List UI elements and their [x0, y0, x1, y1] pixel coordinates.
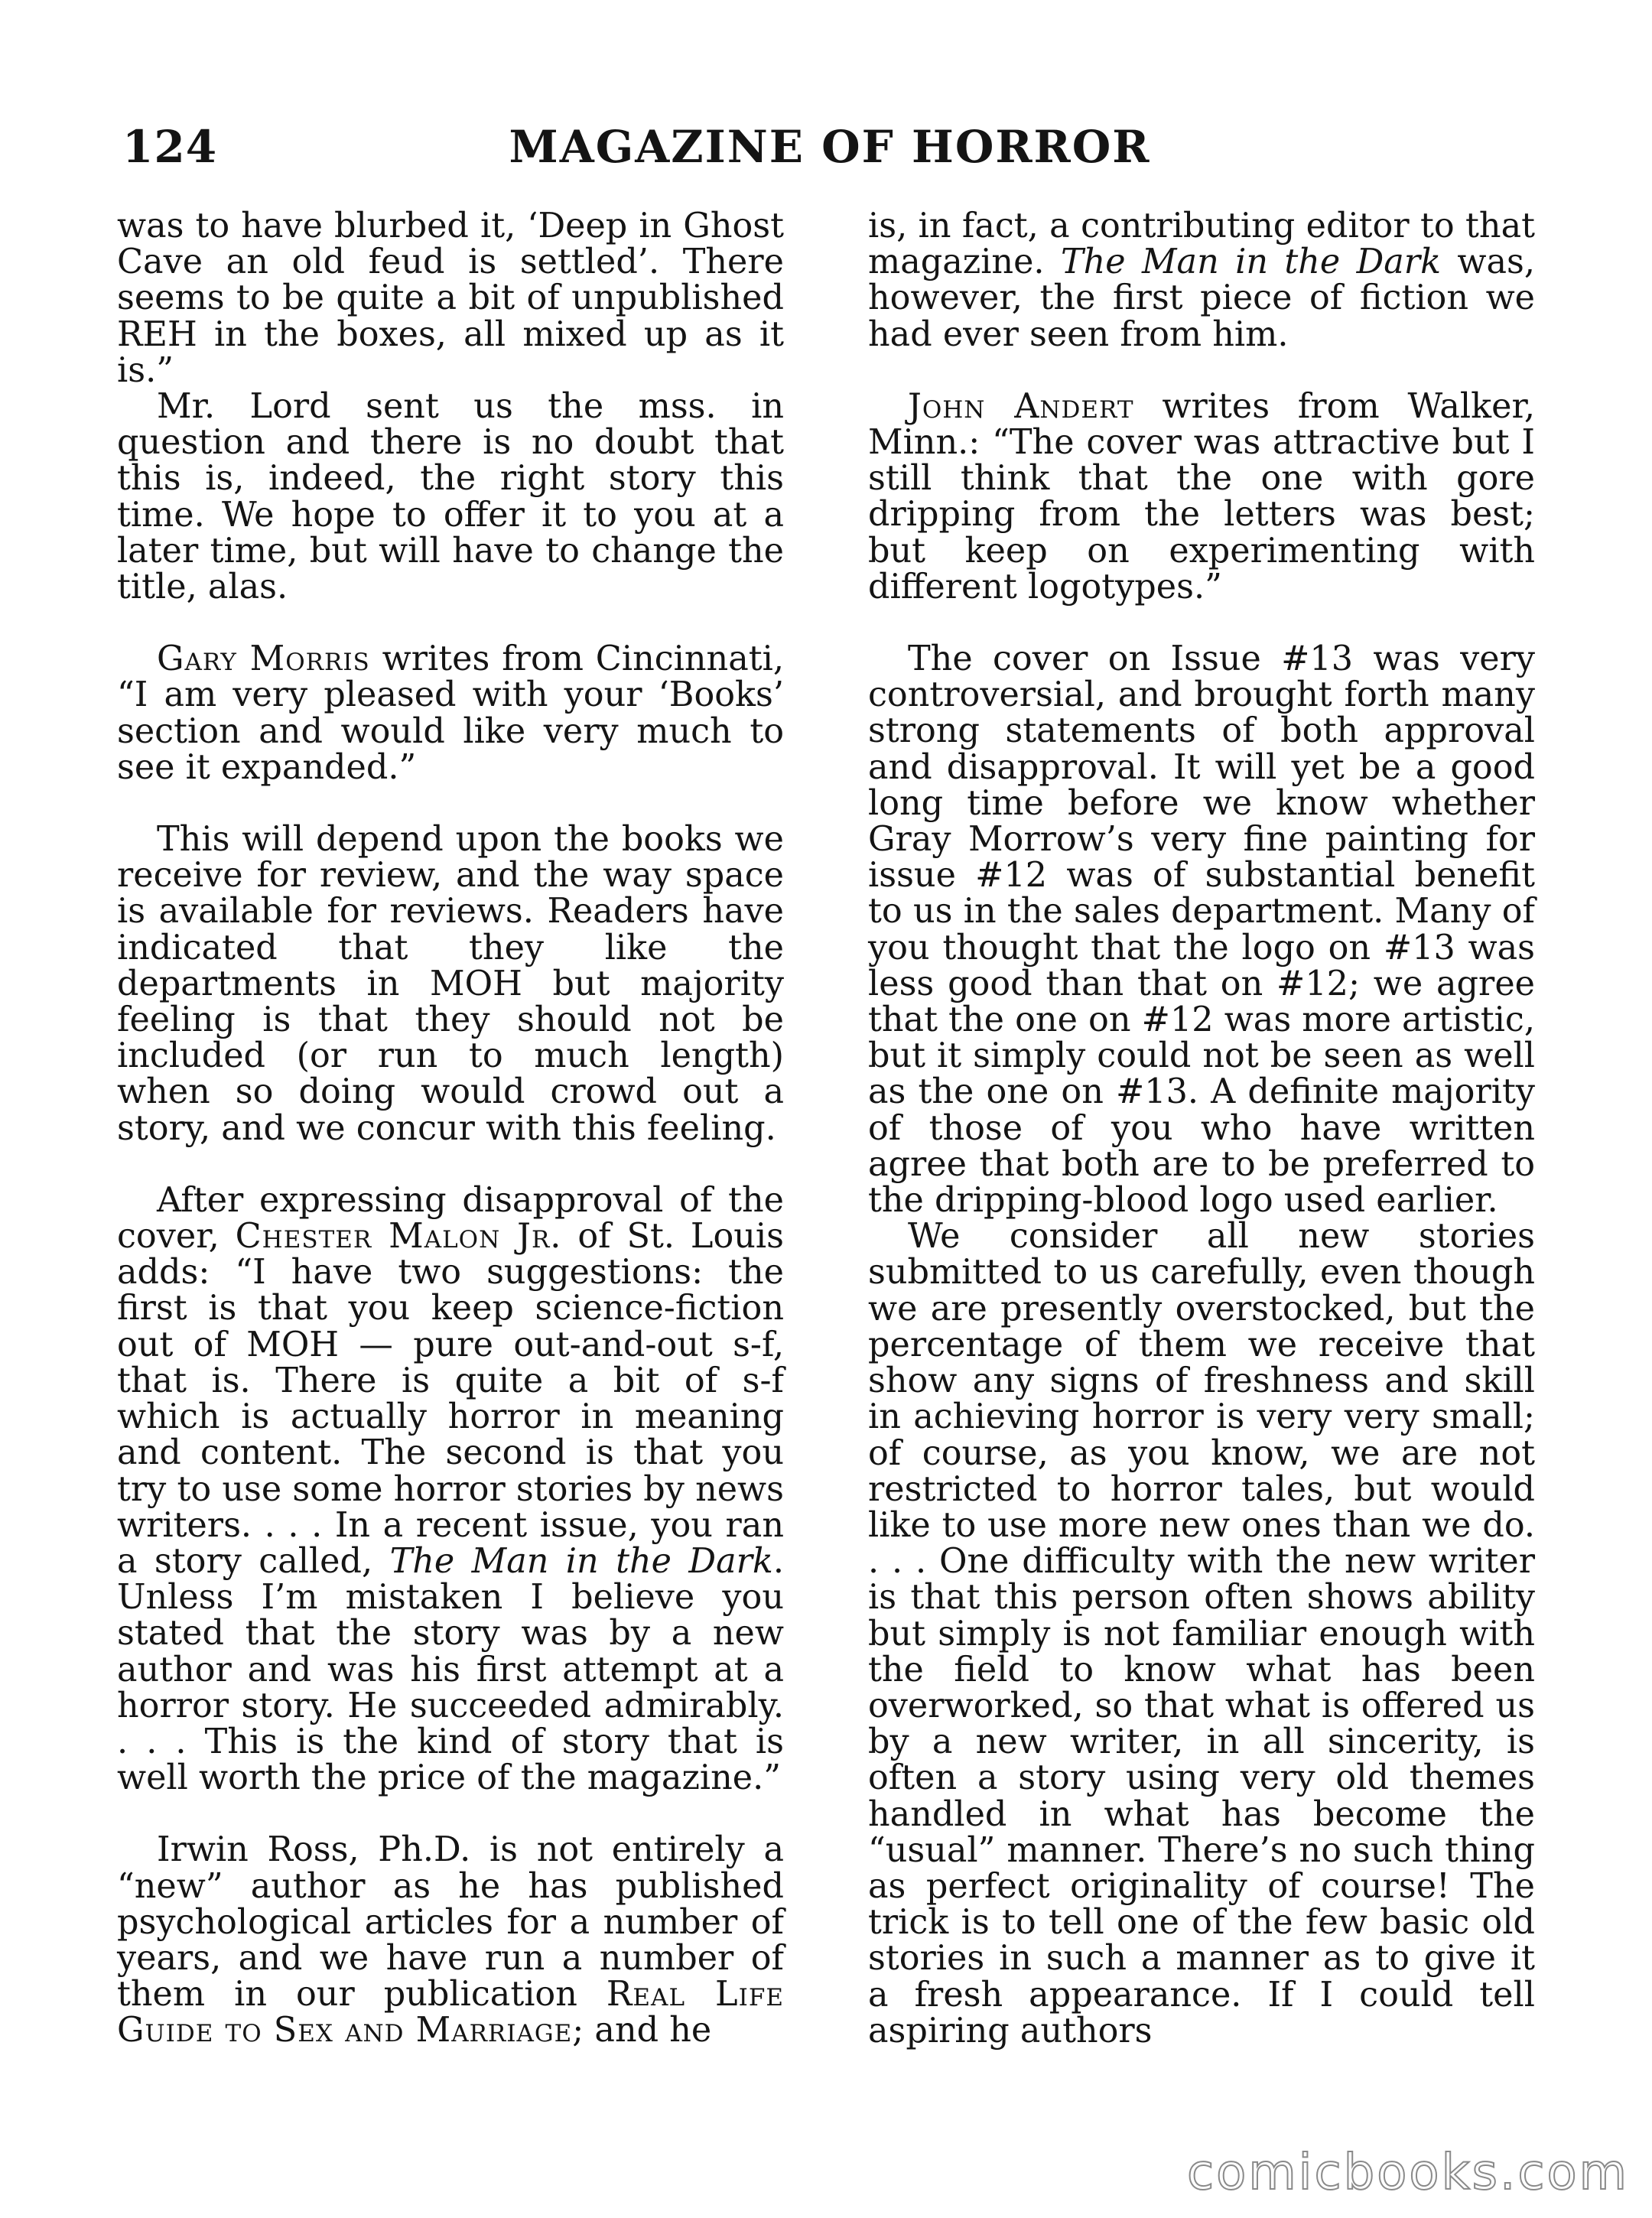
paragraph: Mr. Lord sent us the mss. in question and there is no doubt that this is, indeed, the right story this time. We hope to offer it to you at a later time, but will have to change the title, alas.: [117, 387, 784, 607]
site-watermark: comicbooks.com: [1186, 2145, 1629, 2201]
paragraph-text: writes from Walker, Minn.: “The cover was attractive but I still think that the one with gore dripping from the letters was best; but keep on experimenting with different logotypes.”: [868, 386, 1535, 607]
correspondent-name: Gary Morris: [157, 639, 370, 679]
running-title: MAGAZINE OF HORROR: [509, 121, 1151, 173]
story-title: The Man in the Dark: [1060, 242, 1442, 282]
page-number: 124: [122, 121, 218, 173]
paragraph: This will depend upon the books we receive for review, and the way space is available for reviews. Readers have indicated that they like the departments in MOH but majority feeling is that they should not be included (or run to much length) when so doing would crowd out a story, and we concur with this feeling.: [117, 820, 784, 1148]
paragraph-text: ; and he: [572, 2011, 712, 2051]
paragraph: [868, 208, 1535, 353]
paragraph: We consider all new stories submitted to us carefully, even though we are presently overstocked, but the percentage of them we receive that show any signs of freshness and skill in achieving horror is very very small; of course, as you know, we are not restricted to horror tales, but would like to use more new ones than we do. . . . One difficulty with the new writer is that this person often shows ability but simply is not familiar enough with the field to know what has been overworked, so that what is offered us by a new writer, in all sincerity, is often a story using very old themes handled in what has become the “usual” manner. There’s no such thing as perfect originality of course! The trick is to tell one of the few basic old stories in such a manner as to give it a fresh appearance. If I could tell aspiring authors: [868, 1217, 1535, 2051]
publication-name: Real Life Guide to Sex and Marriage: [117, 1975, 784, 2051]
paragraph-text: of St. Louis adds: “I have two suggestions: the first is that you keep science-fiction out of MOH — pure out-and-out s-f, that is. There is quite a bit of s-f which is actually horror in meaning and content. The second is that you try to use some horror stories by news writers. . . . In a recent issue, you ran a story called,: [117, 1217, 784, 1581]
paragraph-text: was, however, the first piece of fiction we had ever seen from him.: [868, 242, 1535, 354]
page-header: [122, 121, 1537, 190]
paragraph-text: writes from Cincinnati, “I am very pleased with your ‘Books’ section and would like very much to see it expanded.”: [117, 639, 785, 787]
letter-paragraph: [117, 641, 784, 785]
paragraph: The cover on Issue #13 was very controversial, and brought forth many strong statements of both approval and disapproval. It will yet be a good long time before we know whether Gray Morrow’s very fine painting for issue #12 was of substantial benefit to us in the sales department. Many of you thought that the logo on #13 was less good than that on #12; we agree that the one on #12 was more artistic, but it simply could not be seen as well as the one on #13. A definite majority of those of you who have written agree that both are to be preferred to the dripping-blood logo used earlier.: [868, 639, 1535, 1221]
left-column: [117, 208, 784, 2049]
paragraph-text: is, in fact, a contributing editor to that magazine.: [868, 207, 1535, 282]
correspondent-name: Chester Malon Jr.: [235, 1217, 562, 1257]
paragraph-text: Irwin Ross, Ph.D. is not entirely a “new” author as he has published psychological articles for a number of years, and we have run a number of them in our publication: [117, 1830, 784, 2015]
right-column: [868, 208, 1535, 2049]
paragraph-text: After expressing disapproval of the cover,: [117, 1180, 784, 1257]
paragraph-text: . Unless I’m mistaken I believe you stated that the story was by a new author and was his first attempt at a horror story. He succeeded admirably. . . . This is the kind of story that is well worth the price of the magazine.”: [117, 1541, 784, 1798]
letter-paragraph: [868, 386, 1535, 607]
paragraph: [117, 1830, 784, 2051]
letter-paragraph: [117, 1182, 784, 1796]
paragraph: was to have blurbed it, ‘Deep in Ghost Cave an old feud is settled’. There seems to be quite a bit of unpublished REH in the boxes, all mixed up as it is.”: [117, 207, 784, 390]
story-title: The Man in the Dark: [389, 1541, 773, 1581]
correspondent-name: John Andert: [908, 386, 1134, 426]
